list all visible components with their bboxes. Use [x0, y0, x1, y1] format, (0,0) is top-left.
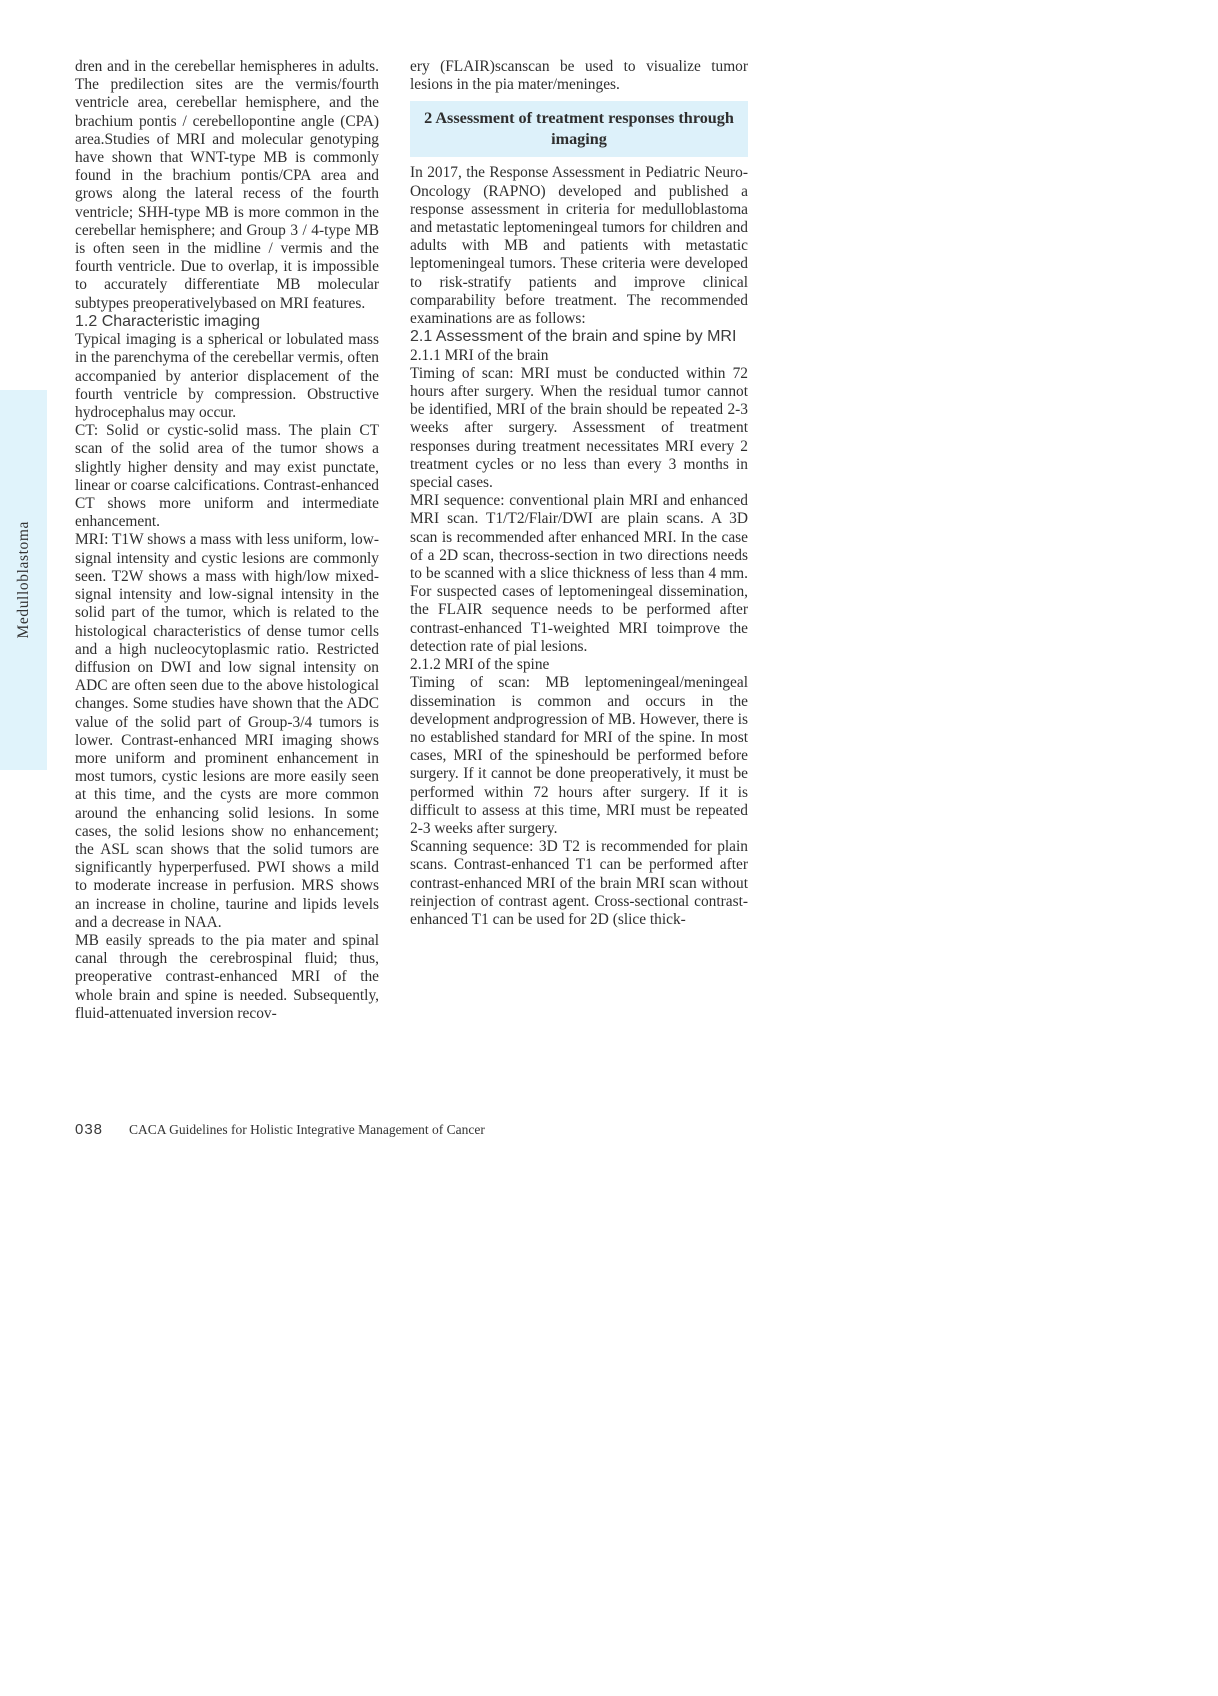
paragraph-timing-brain: Timing of scan: MRI must be conducted within 72 hours after surgery. When the residual tumor cannot be identified, MRI of the brain should be repeated 2-3 weeks after surgery. Assessment of treatment responses during treatment necessitates MRI every 2 treatment cycles or no less than every 3 months in special cases.: [410, 364, 748, 492]
heading-2-1-assessment-brain-spine: 2.1 Assessment of the brain and spine by MRI: [410, 328, 737, 346]
paragraph-rapno: In 2017, the Response Assessment in Pediatric Neuro-Oncology (RAPNO) developed and published a response assessment in criteria for medulloblastoma and metastatic leptomeningeal tumors for children and adults with MB and patients with metastatic leptomeningeal tumors. These criteria were developed to risk-stratify patients and improve clinical comparability before treatment. The recommended examinations are as follows:: [410, 164, 748, 328]
left-column: [75, 58, 379, 1023]
paragraph-mri: MRI: T1W shows a mass with less uniform, low-signal intensity and cystic lesions are commonly seen. T2W shows a mass with high/low mixed-signal intensity and low-signal intensity in the solid part of the tumor, which is related to the histological characteristics of dense tumor cells and a high nucleocytoplasmic ratio. Restricted diffusion on DWI and low signal intensity on ADC are often seen due to the above histological changes. Some studies have shown that the ADC value of the solid part of Group-3/4 tumors is lower. Contrast-enhanced MRI imaging shows more uniform and prominent enhancement in most tumors, cystic lesions are more easily seen at this time, and the cysts are more common around the enhancing solid lesions. In some cases, the solid lesions show no enhancement; the ASL scan shows that the solid tumors are significantly hyperperfused. PWI shows a mild to moderate increase in perfusion. MRS shows an increase in choline, taurine and lipids levels and a decrease in NAA.: [75, 531, 379, 931]
paragraph-mri-sequence: MRI sequence: conventional plain MRI and enhanced MRI scan. T1/T2/Flair/DWI are plain scans. A 3D scan is recommended after enhanced MRI. In the case of a 2D scan, thecross-section in two directions needs to be scanned with a slice thickness of less than 4 mm. For suspected cases of leptomeningeal dissemination, the FLAIR sequence needs to be performed after contrast-enhanced T1-weighted MRI toimprove the detection rate of pial lesions.: [410, 492, 748, 655]
paragraph-timing-spine: Timing of scan: MB leptomeningeal/meningeal dissemination is common and occurs in the development andprogression of MB. However, there is no established standard for MRI of the spine. In most cases, MRI of the spineshould be performed before surgery. If it cannot be done preoperatively, it must be performed within 72 hours after surgery. If it is difficult to assess at this time, MRI must be repeated 2-3 weeks after surgery.: [410, 674, 748, 837]
heading-1-2-characteristic-imaging: 1.2 Characteristic imaging: [75, 312, 260, 330]
heading-2-1-1-mri-brain: 2.1.1 MRI of the brain: [410, 346, 549, 364]
paragraph-flair: ery (FLAIR)scanscan be used to visualize tumor lesions in the pia mater/meninges.: [410, 58, 748, 94]
heading-2-1-2-mri-spine: 2.1.2 MRI of the spine: [410, 656, 550, 674]
chapter-tab-label: Medulloblastoma: [14, 521, 32, 639]
footer: [75, 1121, 485, 1138]
paragraph-mb-spread: MB easily spreads to the pia mater and spinal canal through the cerebrospinal fluid; thus, preoperative contrast-enhanced MRI of the whole brain and spine is needed. Subsequently, fluid-attenuated inversion recov-: [75, 931, 379, 1022]
footer-title: CACA Guidelines for Holistic Integrative Management of Cancer: [129, 1122, 485, 1137]
paragraph-scanning-sequence: Scanning sequence: 3D T2 is recommended for plain scans. Contrast-enhanced T1 can be performed after contrast-enhanced MRI of the brain MRI scan without reinjection of contrast agent. Cross-sectional contrast-enhanced T1 can be used for 2D (slice thick-: [410, 838, 748, 928]
page-number: 038: [75, 1121, 104, 1138]
paragraph-continuation: dren and in the cerebellar hemispheres in adults. The predilection sites are the vermis/fourth ventricle area, cerebellar hemisphere, and the brachium pontis / cerebellopontine angle (CPA) area.Studies of MRI and molecular genotyping have shown that WNT-type MB is commonly found in the brachium pontis/CPA area and grows along the lateral recess of the fourth ventricle; SHH-type MB is more common in the cerebellar hemisphere; and Group 3 / 4-type MB is often seen in the midline / vermis and the fourth ventricle. Due to overlap, it is impossible to accurately differentiate MB molecular subtypes preoperativelybased on MRI features.: [75, 58, 379, 312]
section-heading-2-assessment: 2 Assessment of treatment responses through imaging: [410, 101, 748, 157]
paragraph-typical-imaging: Typical imaging is a spherical or lobulated mass in the parenchyma of the cerebellar vermis, often accompanied by anterior displacement of the fourth ventricle by compression. Obstructive hydrocephalus may occur.: [75, 331, 379, 422]
paragraph-ct: CT: Solid or cystic-solid mass. The plain CT scan of the solid area of the tumor shows a slightly higher density and may exist punctate, linear or coarse calcifications. Contrast-enhanced CT shows more uniform and intermediate enhancement.: [75, 422, 379, 531]
right-column: [410, 58, 748, 929]
chapter-tab: [0, 390, 47, 770]
